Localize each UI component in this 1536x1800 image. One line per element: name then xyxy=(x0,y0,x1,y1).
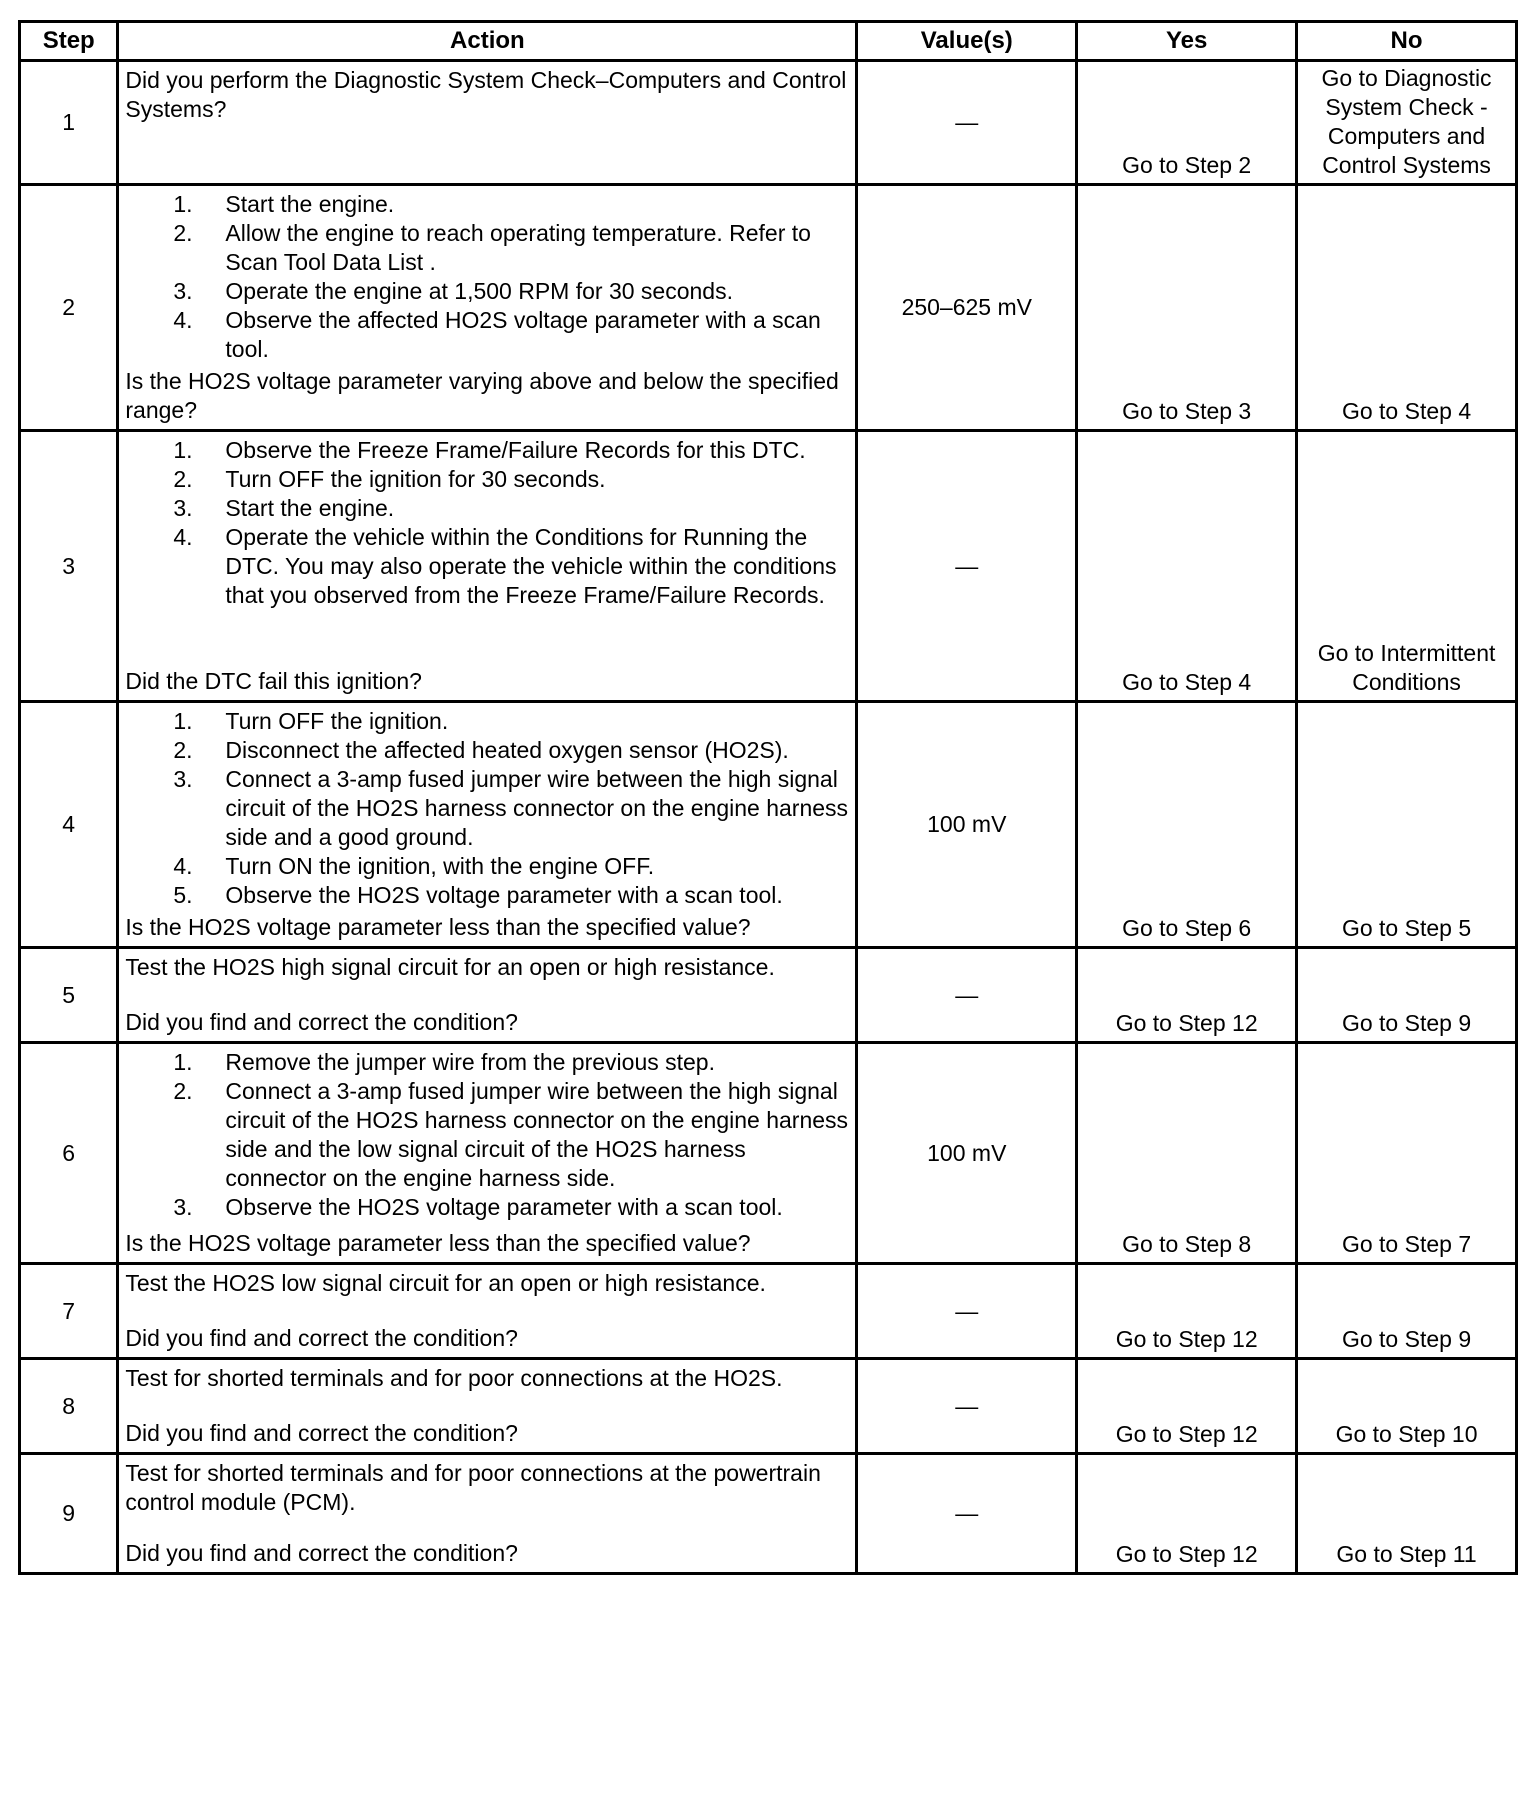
header-no: No xyxy=(1297,22,1517,61)
no-cell: Go to Step 7 xyxy=(1297,1043,1517,1264)
yes-cell: Go to Step 2 xyxy=(1077,61,1297,185)
step-number-cell: 3 xyxy=(20,431,118,702)
action-step-item xyxy=(125,852,849,881)
no-cell: Go to Step 4 xyxy=(1297,185,1517,431)
action-instructions xyxy=(125,953,849,982)
action-instructions xyxy=(125,1269,849,1298)
value-cell: — xyxy=(857,1264,1077,1359)
action-step-item xyxy=(125,277,849,306)
no-cell: Go to Step 11 xyxy=(1297,1454,1517,1574)
action-step-number: 4. xyxy=(173,307,193,333)
action-step-text: Connect a 3-amp fused jumper wire between the high signal circuit of the HO2S harness connector on the engine harness side and a good ground. xyxy=(225,766,849,850)
step-number-cell: 6 xyxy=(20,1043,118,1264)
value-cell: — xyxy=(857,1454,1077,1574)
value-cell: — xyxy=(857,948,1077,1043)
value-cell: 250–625 mV xyxy=(857,185,1077,431)
action-step-text: Observe the Freeze Frame/Failure Records for this DTC. xyxy=(225,437,806,463)
table-row xyxy=(20,61,1517,185)
table-row xyxy=(20,948,1517,1043)
header-values: Value(s) xyxy=(857,22,1077,61)
yes-cell: Go to Step 8 xyxy=(1077,1043,1297,1264)
action-step-text: Operate the engine at 1,500 RPM for 30 seconds. xyxy=(225,278,733,304)
yes-cell: Go to Step 12 xyxy=(1077,1454,1297,1574)
header-action: Action xyxy=(118,22,857,61)
action-step-number: 3. xyxy=(173,495,193,521)
action-question: Is the HO2S voltage parameter less than the specified value? xyxy=(125,914,751,940)
action-intro-text: Did you perform the Diagnostic System Check–Computers and Control Systems? xyxy=(125,67,847,122)
action-cell xyxy=(118,1454,857,1574)
action-instructions xyxy=(125,707,849,910)
action-instructions xyxy=(125,190,849,364)
action-question: Is the HO2S voltage parameter less than the specified value? xyxy=(125,1230,751,1256)
action-step-list xyxy=(125,190,849,364)
action-step-number: 3. xyxy=(173,1194,193,1220)
action-step-item xyxy=(125,881,849,910)
action-step-item xyxy=(125,190,849,219)
no-cell: Go to Step 10 xyxy=(1297,1359,1517,1454)
action-step-item xyxy=(125,1193,849,1222)
table-body xyxy=(20,61,1517,1574)
action-step-number: 5. xyxy=(173,882,193,908)
action-step-item xyxy=(125,1077,849,1193)
action-step-item xyxy=(125,306,849,364)
action-intro-text: Test the HO2S high signal circuit for an open or high resistance. xyxy=(125,954,775,980)
step-number-cell: 1 xyxy=(20,61,118,185)
action-cell xyxy=(118,61,857,185)
action-content xyxy=(125,436,849,696)
value-cell: — xyxy=(857,431,1077,702)
action-content xyxy=(125,66,849,179)
action-cell xyxy=(118,1264,857,1359)
action-question: Did you find and correct the condition? xyxy=(125,1420,518,1446)
action-question: Did you find and correct the condition? xyxy=(125,1325,518,1351)
value-cell: — xyxy=(857,61,1077,185)
action-step-list xyxy=(125,436,849,610)
action-step-item xyxy=(125,736,849,765)
no-cell: Go to Step 9 xyxy=(1297,948,1517,1043)
no-cell: Go to Step 5 xyxy=(1297,702,1517,948)
table-row xyxy=(20,1043,1517,1264)
action-step-item xyxy=(125,219,849,277)
table-row xyxy=(20,1359,1517,1454)
table-row xyxy=(20,185,1517,431)
action-content xyxy=(125,190,849,425)
action-step-number: 1. xyxy=(173,437,193,463)
action-step-item xyxy=(125,1048,849,1077)
action-step-number: 1. xyxy=(173,708,193,734)
action-content xyxy=(125,1048,849,1258)
action-step-text: Observe the affected HO2S voltage parameter with a scan tool. xyxy=(225,307,821,362)
action-instructions xyxy=(125,66,849,124)
table-row xyxy=(20,702,1517,948)
action-question: Did the DTC fail this ignition? xyxy=(125,668,422,694)
header-step: Step xyxy=(20,22,118,61)
action-question: Did you find and correct the condition? xyxy=(125,1540,518,1566)
action-step-number: 3. xyxy=(173,766,193,792)
action-step-number: 2. xyxy=(173,737,193,763)
action-step-text: Turn ON the ignition, with the engine OFF. xyxy=(225,853,655,879)
action-step-list xyxy=(125,1048,849,1222)
action-content xyxy=(125,953,849,1037)
action-step-text: Remove the jumper wire from the previous step. xyxy=(225,1049,715,1075)
action-step-text: Allow the engine to reach operating temperature. Refer to Scan Tool Data List . xyxy=(225,220,811,275)
yes-cell: Go to Step 4 xyxy=(1077,431,1297,702)
value-cell: 100 mV xyxy=(857,702,1077,948)
action-step-item xyxy=(125,494,849,523)
action-cell xyxy=(118,1043,857,1264)
yes-cell: Go to Step 6 xyxy=(1077,702,1297,948)
action-content xyxy=(125,1364,849,1448)
action-step-item xyxy=(125,465,849,494)
action-step-item xyxy=(125,523,849,610)
action-step-text: Start the engine. xyxy=(225,495,395,521)
value-cell: 100 mV xyxy=(857,1043,1077,1264)
step-number-cell: 2 xyxy=(20,185,118,431)
action-instructions xyxy=(125,1048,849,1222)
action-content xyxy=(125,1269,849,1353)
action-step-number: 3. xyxy=(173,278,193,304)
action-question: Is the HO2S voltage parameter varying above and below the specified range? xyxy=(125,368,839,423)
value-cell: — xyxy=(857,1359,1077,1454)
action-step-text: Observe the HO2S voltage parameter with a scan tool. xyxy=(225,882,783,908)
action-cell xyxy=(118,948,857,1043)
action-step-number: 4. xyxy=(173,524,193,550)
action-step-text: Turn OFF the ignition for 30 seconds. xyxy=(225,466,606,492)
no-cell: Go to Step 9 xyxy=(1297,1264,1517,1359)
action-cell xyxy=(118,185,857,431)
yes-cell: Go to Step 12 xyxy=(1077,948,1297,1043)
diagnostic-table xyxy=(18,20,1518,1575)
step-number-cell: 8 xyxy=(20,1359,118,1454)
step-number-cell: 4 xyxy=(20,702,118,948)
action-step-number: 1. xyxy=(173,1049,193,1075)
action-instructions xyxy=(125,436,849,610)
no-cell: Go to Intermittent Conditions xyxy=(1297,431,1517,702)
step-number-cell: 7 xyxy=(20,1264,118,1359)
action-step-number: 2. xyxy=(173,466,193,492)
action-step-text: Disconnect the affected heated oxygen sensor (HO2S). xyxy=(225,737,789,763)
action-intro-text: Test for shorted terminals and for poor connections at the HO2S. xyxy=(125,1365,783,1391)
action-step-text: Start the engine. xyxy=(225,191,395,217)
yes-cell: Go to Step 3 xyxy=(1077,185,1297,431)
action-step-text: Operate the vehicle within the Conditions for Running the DTC. You may also operate the vehicle within the conditions that you observed from the Freeze Frame/Failure Records. xyxy=(225,524,837,608)
table-row xyxy=(20,431,1517,702)
action-step-number: 2. xyxy=(173,220,193,246)
action-step-item xyxy=(125,765,849,852)
header-row xyxy=(20,22,1517,61)
action-intro-text: Test for shorted terminals and for poor connections at the powertrain control module (PCM). xyxy=(125,1460,821,1515)
header-yes: Yes xyxy=(1077,22,1297,61)
action-cell xyxy=(118,702,857,948)
table-row xyxy=(20,1264,1517,1359)
action-instructions xyxy=(125,1459,849,1517)
action-step-text: Observe the HO2S voltage parameter with a scan tool. xyxy=(225,1194,783,1220)
action-step-number: 1. xyxy=(173,191,193,217)
step-number-cell: 9 xyxy=(20,1454,118,1574)
action-question: Did you find and correct the condition? xyxy=(125,1009,518,1035)
action-step-item xyxy=(125,707,849,736)
yes-cell: Go to Step 12 xyxy=(1077,1264,1297,1359)
step-number-cell: 5 xyxy=(20,948,118,1043)
no-cell: Go to Diagnostic System Check - Computers and Control Systems xyxy=(1297,61,1517,185)
action-cell xyxy=(118,1359,857,1454)
action-content xyxy=(125,707,849,942)
yes-cell: Go to Step 12 xyxy=(1077,1359,1297,1454)
table-row xyxy=(20,1454,1517,1574)
action-content xyxy=(125,1459,849,1568)
action-step-number: 4. xyxy=(173,853,193,879)
action-cell xyxy=(118,431,857,702)
action-instructions xyxy=(125,1364,849,1393)
action-intro-text: Test the HO2S low signal circuit for an open or high resistance. xyxy=(125,1270,766,1296)
action-step-text: Turn OFF the ignition. xyxy=(225,708,449,734)
action-step-list xyxy=(125,707,849,910)
action-step-item xyxy=(125,436,849,465)
action-step-text: Connect a 3-amp fused jumper wire between the high signal circuit of the HO2S harness connector on the engine harness side and the low signal circuit of the HO2S harness connector on the engine harness side. xyxy=(225,1078,849,1191)
action-step-number: 2. xyxy=(173,1078,193,1104)
